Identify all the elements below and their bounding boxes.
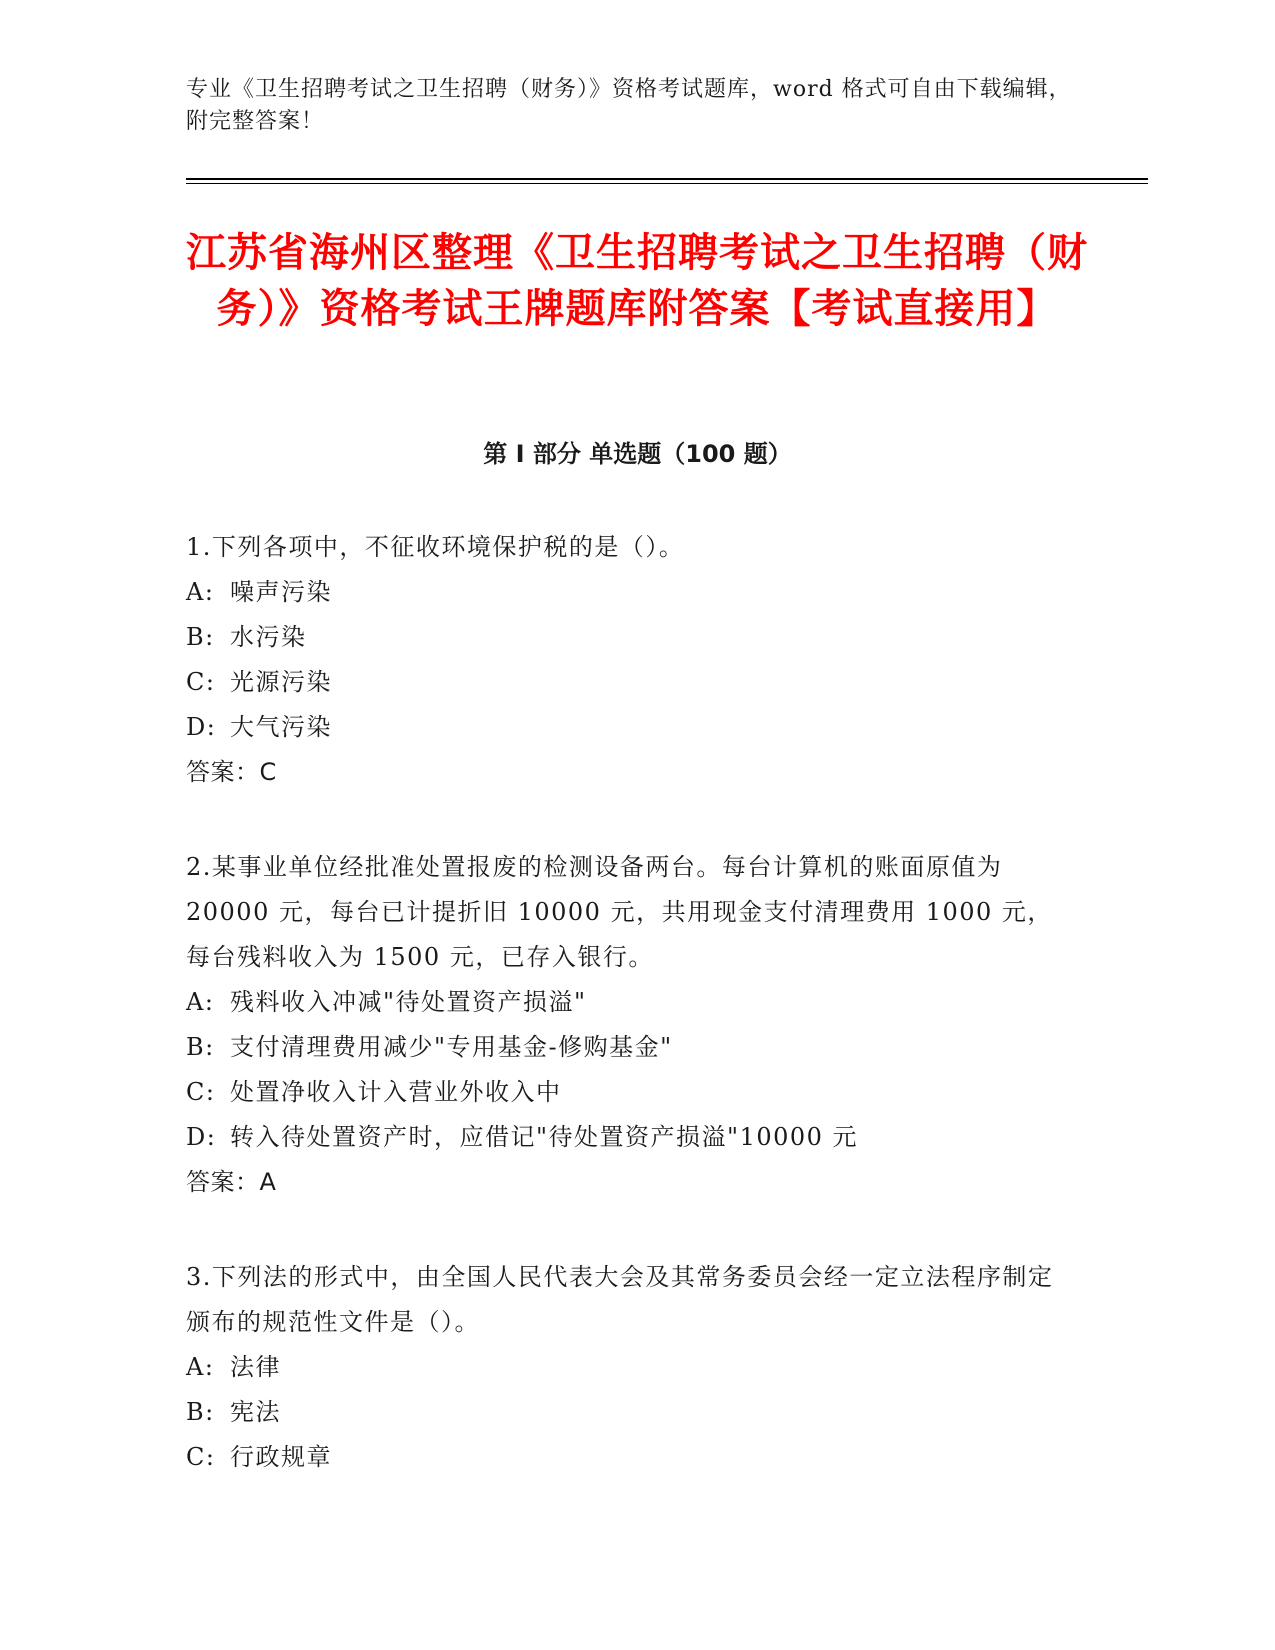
option-text: 行政规章 xyxy=(230,1443,332,1471)
option-d xyxy=(186,1115,1066,1160)
question-1 xyxy=(186,525,1066,795)
option-letter: D: xyxy=(186,1123,217,1151)
option-a xyxy=(186,980,1066,1025)
option-c xyxy=(186,660,1066,705)
option-c xyxy=(186,1435,1066,1480)
option-text: 残料收入冲减"待处置资产损溢" xyxy=(230,988,587,1016)
option-text: 转入待处置资产时，应借记"待处置资产损溢"10000 元 xyxy=(230,1123,859,1151)
option-a xyxy=(186,1345,1066,1390)
option-letter: A: xyxy=(186,988,215,1016)
option-letter: A: xyxy=(186,1353,215,1381)
option-letter: C: xyxy=(186,1443,216,1471)
answer: 答案：C xyxy=(186,758,277,786)
option-letter: B: xyxy=(186,1033,215,1061)
option-text: 大气污染 xyxy=(230,713,332,741)
option-b xyxy=(186,615,1066,660)
option-text: 处置净收入计入营业外收入中 xyxy=(230,1078,562,1106)
option-text: 法律 xyxy=(230,1353,281,1381)
option-letter: A: xyxy=(186,578,215,606)
option-b xyxy=(186,1390,1066,1435)
header-note: 专业《卫生招聘考试之卫生招聘（财务）》资格考试题库，word 格式可自由下载编辑，附完整答案！ xyxy=(186,77,1072,134)
header-rule-thick xyxy=(186,178,1148,180)
option-text: 噪声污染 xyxy=(230,578,332,606)
option-text: 光源污染 xyxy=(230,668,332,696)
option-letter: C: xyxy=(186,668,216,696)
question-stem: 1.下列各项中，不征收环境保护税的是（）。 xyxy=(186,533,685,561)
option-letter: D: xyxy=(186,713,217,741)
header-rule-thin xyxy=(186,183,1148,184)
option-a xyxy=(186,570,1066,615)
option-b xyxy=(186,1025,1066,1070)
question-stem: 2.某事业单位经批准处置报废的检测设备两台。每台计算机的账面原值为 20000 元，每台已计提折旧 10000 元，共用现金支付清理费用 1000 元，每台残料收入为 1500 元，已存入银行。 xyxy=(186,853,1053,971)
answer: 答案：A xyxy=(186,1168,277,1196)
option-text: 宪法 xyxy=(230,1398,281,1426)
question-3 xyxy=(186,1255,1066,1480)
option-letter: B: xyxy=(186,1398,215,1426)
option-text: 水污染 xyxy=(230,623,307,651)
question-2 xyxy=(186,845,1066,1205)
option-letter: C: xyxy=(186,1078,216,1106)
question-stem: 3.下列法的形式中，由全国人民代表大会及其常务委员会经一定立法程序制定颁布的规范性文件是（）。 xyxy=(186,1263,1054,1336)
option-letter: B: xyxy=(186,623,215,651)
option-text: 支付清理费用减少"专用基金-修购基金" xyxy=(230,1033,673,1061)
option-d xyxy=(186,705,1066,750)
option-c xyxy=(186,1070,1066,1115)
section-heading: 第 I 部分 单选题（100 题） xyxy=(483,440,792,468)
document-title: 江苏省海州区整理《卫生招聘考试之卫生招聘（财务）》资格考试王牌题库附答案【考试直接用】 xyxy=(186,230,1088,332)
